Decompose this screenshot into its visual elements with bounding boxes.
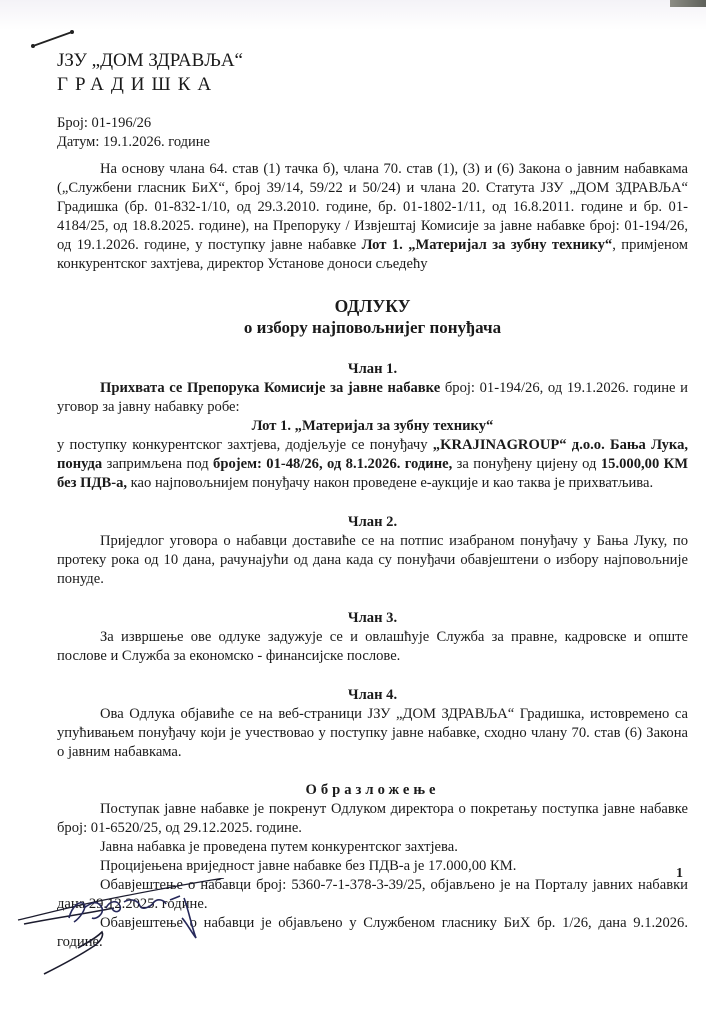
reasoning-paragraph: Обавјештење о набавци је објављено у Службеном гласнику БиХ бр. 1/26, дана 9.1.2026. године. <box>57 915 688 950</box>
reasoning-paragraph: Процијењена вриједност јавне набавке без ПДВ-а је 17.000,00 КМ. <box>100 858 517 874</box>
article-4-paragraph: Ова Одлука објавиће се на веб-страници ЈЗУ „ДОМ ЗДРАВЉА“ Градишка, истовремено са упућивањем понуђачу који је учествовао у поступку јавне набавке, сходно члану 70. став (6) Закона о јавним набавкама. <box>57 706 688 760</box>
article-3-heading: Члан 3. <box>347 610 398 626</box>
article-3-paragraph: За извршење ове одлуке задужује се и овлашћује Служба за правне, кадровске и опште послове и Служба за економско - финансијске послове. <box>57 629 688 664</box>
decision-title: ОДЛУКУ <box>334 296 411 316</box>
staple-icon <box>30 28 80 50</box>
bid-number: бројем: 01-48/26, од 8.1.2026. године, <box>213 456 453 472</box>
document-body <box>57 160 688 952</box>
scan-shadow <box>0 0 706 30</box>
decision-subtitle: о избору најповољнијег понуђача <box>243 318 502 337</box>
article-2-paragraph: Приједлог уговора о набавци доставиће се на потпис изабраном понуђачу у Бања Луку, по протеку рока од 10 дана, рачунајући од дана када су понуђачи обавјештени о избору најповољније понуде. <box>57 533 688 587</box>
article-1-award: у поступку конкурентског захтјева, додјељује се понуђачу „KRAJINAGROUP“ д.о.о. Бања Лука, понуда запримљена под бројем: 01-48/26, од 8.1.2026. године, за понуђену цијену од 15.000,00 КМ без ПДВ-а, као најповољнијем понуђачу након проведене е-аукције и као таква је прихватљива. <box>57 437 689 491</box>
reasoning-paragraph: Јавна набавка је проведена путем конкурентског захтјева. <box>100 839 458 855</box>
preamble: На основу члана 64. став (1) тачка б), члана 70. став (1), (3) и (6) Закона о јавним набавкама („Службени гласник БиХ“, број 39/14, 59/22 и 50/24) и члана 20. Статута ЈЗУ „ДОМ ЗДРАВЉА“ Градишка (бр. 01-832-1/10, од 29.3.2010. године, бр. 01-1802-1/11, од 16.8.2011. године и бр. 01-4184/25, од 18.8.2025. године), на Препоруку / Извјештај Комисије за јавне набавке број: 01-194/26, од 19.1.2026. године, у поступку јавне набавке Лот 1. „Материјал за зубну технику“, примјеном конкурентског захтјева, директор Установе доноси сљедећу <box>57 161 689 272</box>
winning-bidder: „KRAJINAGROUP“ д.о.о. Бања Лука, понуда <box>57 437 689 472</box>
document-number: Број: 01-196/26 <box>57 115 152 131</box>
reasoning-paragraph: Обавјештење о набавци број: 5360-7-1-378-3-39/25, објављено је на Порталу јавних набавки дана 29.12.2025. године. <box>57 877 688 912</box>
reasoning-paragraph: Поступак јавне набавке је покренут Одлуком директора о покретању поступка јавне набавке број: 01-6520/25, од 29.12.2025. године. <box>57 801 688 836</box>
article-4-heading: Члан 4. <box>347 687 398 703</box>
lot-reference: Лот 1. „Материјал за зубну технику“ <box>361 237 613 253</box>
article-2-heading: Члан 2. <box>347 514 398 530</box>
institution-city: ГРАДИШКА <box>57 74 219 95</box>
bid-price: 15.000,00 КМ без ПДВ-а, <box>57 456 688 491</box>
page-number: 1 <box>676 866 683 881</box>
article-1-heading: Члан 1. <box>347 361 398 377</box>
institution-name: ЈЗУ „ДОМ ЗДРАВЉА“ <box>57 50 243 71</box>
article-1-lot: Лот 1. „Материјал за зубну технику“ <box>251 418 494 434</box>
reasoning-heading: Образложење <box>305 782 440 798</box>
scan-corner-artifact <box>670 0 706 7</box>
signature-icon <box>14 878 234 998</box>
document-date: Датум: 19.1.2026. године <box>57 134 210 150</box>
article-1-paragraph: Прихвата се Препорука Комисије за јавне набавке број: 01-194/26, од 19.1.2026. године и уговор за јавну набавку робе: <box>57 380 688 415</box>
